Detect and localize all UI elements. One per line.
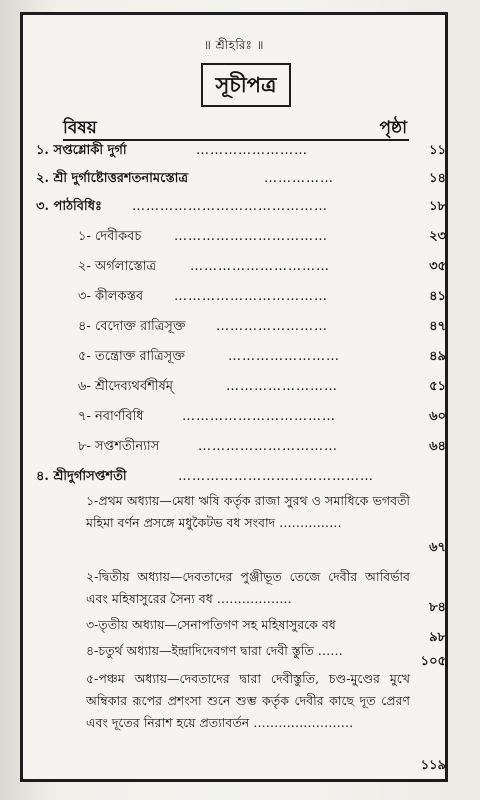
toc-sub-entry [78,316,446,338]
leader-dots: …………………… [226,379,338,394]
chapter-entry: ৪-চতুর্থ অধ্যায়—ইন্দ্রাদিদেবগণ দ্বারা দেবী স্তুতি …… [86,643,343,658]
toc-sub-entry-page: ৩৫ [429,259,446,274]
toc-sub-entry-label: ৫- তন্ত্রোক্ত রাত্রিসূক্ত [78,349,185,364]
chapter-page: ৯৮ [429,630,446,645]
leader-dots: …………………………… [174,229,328,244]
toc-entry [36,140,446,162]
toc-entry-label: ১. সপ্তশ্লোকী দুর্গা [36,143,127,158]
toc-sub-entry-label: ৭- নবার্ণবিধি [78,409,144,424]
toc-entry-label: ৩. পাঠবিধিঃ [36,199,102,214]
toc-sub-entry-label: ৮- সপ্তশতীন্যাস [78,439,160,454]
toc-sub-entry [78,376,446,398]
toc-sub-entry-page: ৫১ [429,379,446,394]
invocation-header: ॥ শ্রীহরিঃ ॥ [204,38,264,52]
leader-dots: …………………………… [182,409,336,424]
toc-sub-entry-label: ৩- কীলকস্তব [78,289,144,304]
toc-sub-entry [78,226,446,248]
leader-dots: …………………… [196,143,308,158]
leader-dots: ………………………… [190,259,330,274]
toc-sub-entry-page: ৪৯ [429,349,446,364]
leader-dots: …………………… [228,349,340,364]
chapter-entry: ২-দ্বিতীয় অধ্যায়—দেবতাদের পুঞ্জীভূত তেজে দেবীর আবির্ভাব এবং মহিষাসুরের সৈন্য বধ ……………… [86,569,410,606]
toc-sub-entry [78,256,446,278]
leader-dots: …………… [264,171,334,186]
toc-sub-entry-page: ৪৭ [429,319,446,334]
toc-entry-page: ১১ [429,143,446,158]
toc-sub-entry [78,286,446,308]
leader-dots: …………………………… [174,289,328,304]
chapter-entry: ৫-পঞ্চম অধ্যায়—দেবতাদের দ্বারা দেবীস্তুতি, চণ্ড-মুণ্ডের মুখে অম্বিকার রূপের প্রশংসা শুনে শুম্ভ কর্তৃক দেবীর কাছে দূত প্রেরণ এবং দূতের নিরাশ হয়ে প্রত্যাবর্তন …………………… [86,671,410,730]
toc-sub-entry-page: ৪১ [429,289,446,304]
page-title: সূচীপত্র [201,63,291,107]
toc-sub-entry-page: ৬০ [429,409,446,424]
toc-entry-page: ১৮ [429,199,446,214]
toc-sub-entry-label: ৬- শ্রীদেব্যথর্বশীর্ষম্ [78,379,174,394]
toc-sub-entry [78,436,446,458]
toc-entry [36,466,446,488]
toc-sub-entry-label: ২- অর্গলাস্তোত্র [78,259,157,274]
leader-dots: ………………………… [198,439,338,454]
subject-column-header: বিষয় [63,118,97,138]
chapter-page: ১০৫ [420,654,446,669]
toc-sub-entry [78,406,446,428]
toc-sub-entry-page: ২৩ [429,229,446,244]
chapter-entry: ১-প্রথম অধ্যায়—মেধা ঋষি কর্তৃক রাজা সুরথ ও সমাধিকে ভগবতী মহিমা বর্ণন প্রসঙ্গে মধুকৈটভ বধ সংবাদ …………… [86,493,410,530]
toc-entry-page: ১৪ [429,171,446,186]
chapter-page: ৬৭ [429,540,446,555]
leader-dots: …………………………………… [132,199,328,214]
chapter-page: ৮৪ [429,600,446,615]
leader-dots: …………………………………… [178,469,374,484]
toc-entry-label: ২. শ্রী দুর্গাষ্টোত্তরশতনামস্তোত্র [36,171,188,186]
chapter-entry: ৩-তৃতীয় অধ্যায়—সেনাপতিগণ সহ মহিষাসুরকে বধ [86,617,336,632]
chapter-page: ১১৯ [420,758,446,773]
leader-dots: …………………… [216,319,328,334]
toc-entry-label: ৪. শ্রীদুর্গাসপ্তশতী [36,469,127,484]
toc-sub-entry-page: ৬৪ [429,439,446,454]
toc-sub-entry [78,346,446,368]
toc-entry [36,196,446,218]
page-column-header: পৃষ্ঠা [379,118,407,138]
toc-entry [36,168,446,190]
toc-sub-entry-label: ৪- বেদোক্ত রাত্রিসূক্ত [78,319,186,334]
toc-sub-entry-label: ১- দেবীকবচ [78,229,142,244]
